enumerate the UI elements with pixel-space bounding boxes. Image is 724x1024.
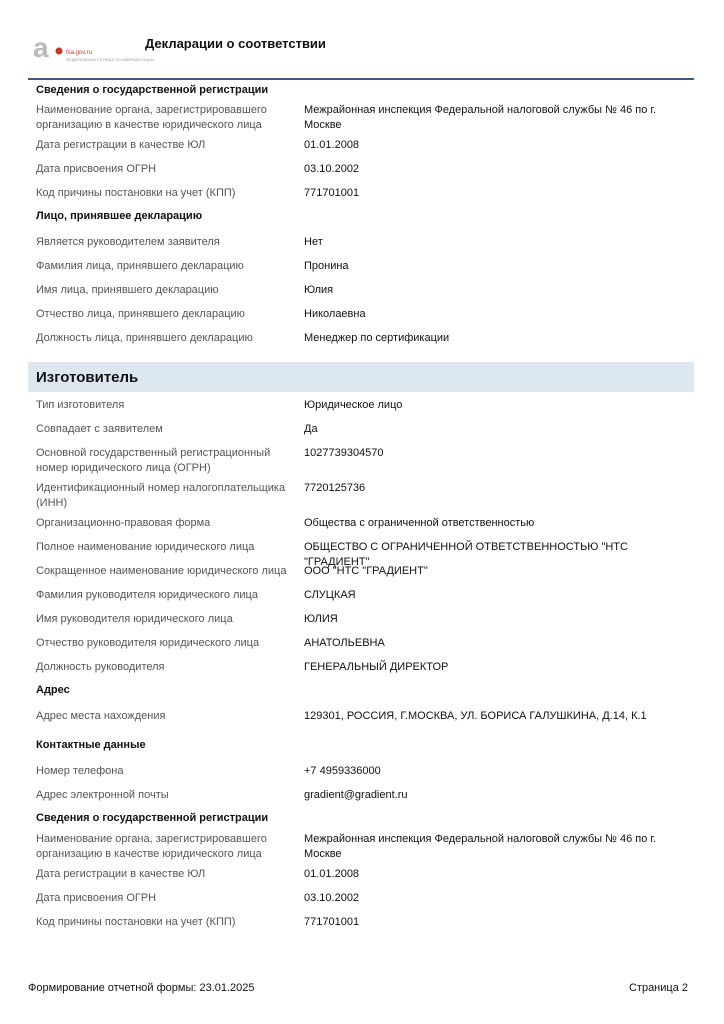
field-row: [28, 915, 694, 939]
field-label: Совпадает с заявителем: [36, 423, 163, 435]
page-header: [0, 0, 724, 80]
field-label: Наименование органа, зарегистрировавшего организацию в качестве юридического лица: [36, 833, 267, 860]
field-label: Дата регистрации в качестве ЮЛ: [36, 139, 206, 151]
header-divider: [28, 78, 694, 80]
field-row: [28, 331, 694, 355]
section-manufacturer: Изготовитель: [28, 362, 694, 392]
field-label: Должность лица, принявшего декларацию: [36, 332, 253, 344]
field-row: [28, 709, 694, 739]
field-row: [28, 283, 694, 307]
field-label: Сокращенное наименование юридического лица: [36, 565, 287, 577]
field-label: Имя лица, принявшего декларацию: [36, 284, 219, 296]
field-label: Основной государственный регистрационный номер юридического лица (ОГРН): [36, 447, 271, 474]
field-row: [28, 891, 694, 915]
field-row: [28, 788, 694, 812]
field-label: Отчество лица, принявшего декларацию: [36, 308, 245, 320]
field-row: [28, 588, 694, 612]
field-label: Код причины постановки на учет (КПП): [36, 187, 236, 199]
field-label: Полное наименование юридического лица: [36, 541, 255, 553]
page-title: Декларации о соответствии: [145, 36, 326, 51]
field-value: 7720125736: [304, 482, 366, 494]
field-label: Наименование органа, зарегистрировавшего организацию в качестве юридического лица: [36, 104, 267, 131]
field-label: Адрес электронной почты: [36, 789, 169, 801]
field-row: [28, 103, 694, 138]
subheading-person: Лицо, принявшее декларацию: [36, 210, 203, 222]
subheading-registration: Сведения о государственной регистрации: [36, 812, 269, 824]
field-value: ООО "НТС "ГРАДИЕНТ": [304, 565, 428, 577]
field-label: Имя руководителя юридического лица: [36, 613, 233, 625]
field-row: [28, 612, 694, 636]
document-content: [28, 84, 694, 939]
field-row: [28, 162, 694, 186]
field-value: Межрайонная инспекция Федеральной налоговой службы № 46 по г. Москве: [304, 833, 657, 860]
field-value: +7 4959336000: [304, 765, 381, 777]
field-value: Общества с ограниченной ответственностью: [304, 517, 535, 529]
field-row: [28, 764, 694, 788]
field-value: 03.10.2002: [304, 163, 360, 175]
logo-text: fsa.gov.ru: [66, 50, 92, 56]
field-value: СЛУЦКАЯ: [304, 589, 356, 601]
svg-text:a: a: [33, 33, 49, 63]
footer-generated-date: Формирование отчетной формы: 23.01.2025: [28, 982, 255, 994]
field-label: Номер телефона: [36, 765, 124, 777]
field-value: Нет: [304, 236, 323, 248]
field-label: Идентификационный номер налогоплательщика (ИНН): [36, 482, 286, 509]
field-label: Дата присвоения ОГРН: [36, 892, 157, 904]
subheading-contacts: Контактные данные: [36, 739, 146, 751]
field-label: Отчество руководителя юридического лица: [36, 637, 260, 649]
field-value: 771701001: [304, 916, 360, 928]
field-row: [28, 660, 694, 684]
field-row: [28, 138, 694, 162]
field-row: [28, 481, 694, 516]
field-row: [28, 516, 694, 540]
field-value: Да: [304, 423, 318, 435]
field-label: Фамилия руководителя юридического лица: [36, 589, 258, 601]
field-label: Организационно-правовая форма: [36, 517, 211, 529]
field-value: 03.10.2002: [304, 892, 360, 904]
field-label: Дата присвоения ОГРН: [36, 163, 157, 175]
field-value: Юридическое лицо: [304, 399, 403, 411]
footer-page-number: Страница 2: [628, 982, 688, 994]
logo-subtext: ФЕДЕРАЛЬНАЯ СЛУЖБА ПО АККРЕДИТАЦИИ: [66, 57, 155, 62]
field-value: 01.01.2008: [304, 139, 360, 151]
field-row: [28, 422, 694, 446]
field-value: Менеджер по сертификации: [304, 332, 450, 344]
field-row: [28, 564, 694, 588]
field-row: [28, 398, 694, 422]
field-label: Адрес места нахождения: [36, 710, 166, 722]
field-row: [28, 259, 694, 283]
field-row: [28, 867, 694, 891]
field-label: Дата регистрации в качестве ЮЛ: [36, 868, 206, 880]
field-row: [28, 186, 694, 210]
field-row: [28, 307, 694, 331]
field-row: [28, 446, 694, 481]
field-value: ГЕНЕРАЛЬНЫЙ ДИРЕКТОР: [304, 661, 449, 673]
field-label: Является руководителем заявителя: [36, 236, 220, 248]
field-label: Фамилия лица, принявшего декларацию: [36, 260, 244, 272]
field-label: Тип изготовителя: [36, 399, 125, 411]
field-label: Код причины постановки на учет (КПП): [36, 916, 236, 928]
field-value: Юлия: [304, 284, 334, 296]
field-label: Должность руководителя: [36, 661, 165, 673]
field-value: ЮЛИЯ: [304, 613, 338, 625]
field-value: Пронина: [304, 260, 349, 272]
field-value: ОБЩЕСТВО С ОГРАНИЧЕННОЙ ОТВЕТСТВЕННОСТЬЮ "НТС "ГРАДИЕНТ": [304, 541, 628, 568]
subheading-registration: Сведения о государственной регистрации: [36, 84, 269, 96]
field-row: [28, 540, 694, 568]
field-value: АНАТОЛЬЕВНА: [304, 637, 385, 649]
field-value: 771701001: [304, 187, 360, 199]
field-value: Николаевна: [304, 308, 366, 320]
field-row: [28, 832, 694, 867]
field-value: Межрайонная инспекция Федеральной налоговой службы № 46 по г. Москве: [304, 104, 657, 131]
field-value: 1027739304570: [304, 447, 384, 459]
subheading-address: Адрес: [36, 684, 70, 696]
field-value: 01.01.2008: [304, 868, 360, 880]
field-value: 129301, РОССИЯ, Г.МОСКВА, УЛ. БОРИСА ГАЛУШКИНА, Д.14, К.1: [304, 710, 647, 722]
field-row: [28, 636, 694, 660]
field-row: [28, 235, 694, 259]
field-value: gradient@gradient.ru: [304, 789, 408, 801]
